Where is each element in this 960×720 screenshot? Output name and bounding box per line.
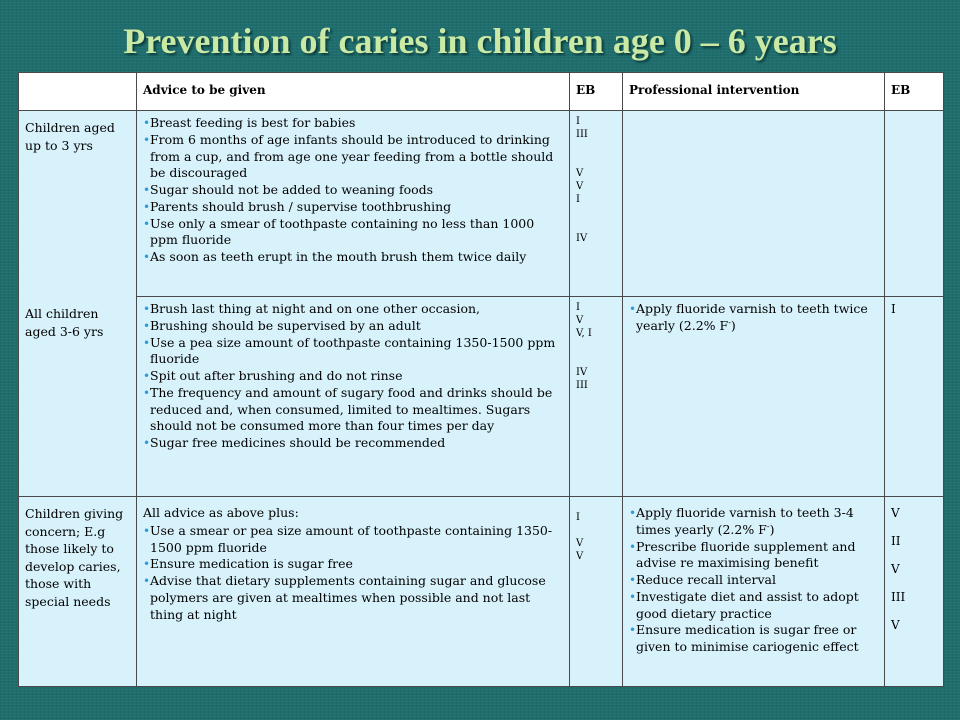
eb-level [576,219,616,232]
list-item: • From 6 months of age infants should be introduced to drinking from a cup, and from age one year feeding from a bottle should be discouraged [143,132,563,182]
eb-level: V [576,315,584,326]
advice-lead: All advice as above plus: [143,505,299,520]
age-group-cell [19,497,137,687]
list-item: • Use a smear or pea size amount of toothpaste containing 1350-1500 ppm fluoride [143,523,563,557]
eb-level: IV [576,233,588,244]
list-item: • Parents should brush / supervise toothbrushing [143,199,563,216]
eb-level: V [576,168,584,179]
advice-cell [137,111,570,297]
eb-level: V [576,551,584,562]
eb-professional-cell [885,297,944,497]
professional-cell [623,497,885,687]
eb-cell [570,297,623,497]
eb-level: V, I [576,328,592,339]
list-item: • Sugar free medicines should be recommended [143,435,563,452]
professional-cell [623,111,885,297]
eb-level: V [891,618,900,632]
eb-level: III [576,129,588,140]
list-item: • Brush last thing at night and on one other occasion, [143,301,563,318]
eb-level [576,206,616,219]
eb-level: III [576,380,588,391]
list-item: • The frequency and amount of sugary food and drinks should be reduced and, when consumed, limited to mealtimes. Sugars should not be consumed more than four times per day [143,385,563,435]
slide-title: Prevention of caries in children age 0 – 6 years [123,21,837,61]
list-item: • As soon as teeth erupt in the mouth brush them twice daily [143,249,563,266]
list-item: • Investigate diet and assist to adopt good dietary practice [629,589,878,623]
caries-prevention-table [18,72,944,687]
list-item: • Reduce recall interval [629,572,878,589]
professional-text-close: ) [730,317,736,333]
eb-level: III [891,590,906,604]
list-item: • Use only a smear of toothpaste containing no less than 1000 ppm fluoride [143,216,563,250]
eb-level [576,154,616,167]
eb-level: V [576,538,584,549]
header-advice: Advice to be given [137,73,570,111]
table-row [19,497,944,687]
eb-level: I [576,194,580,205]
header-eb-advice: EB [570,73,623,111]
list-item: • Sugar should not be added to weaning foods [143,182,563,199]
eb-professional-cell [885,497,944,687]
advice-cell [137,297,570,497]
eb-level [576,524,616,537]
eb-level: V [891,562,900,576]
professional-cell [623,297,885,497]
age-group-cell [19,111,137,497]
age-group-label: Children aged up to 3 yrs [25,120,115,153]
advice-cell [137,497,570,687]
superscript: - [728,317,731,327]
eb-level: I [576,302,580,313]
list-item [629,505,878,539]
professional-text-close: ) [769,521,775,537]
eb-level: I [576,116,580,127]
header-group [19,73,137,111]
table-row [19,297,944,497]
eb-level: V [891,506,900,520]
list-item: • Breast feeding is best for babies [143,115,563,132]
eb-cell [570,111,623,297]
list-item: • Brushing should be supervised by an adult [143,318,563,335]
list-item: • Spit out after brushing and do not rinse [143,368,563,385]
eb-professional-cell [885,111,944,297]
professional-text: Apply fluoride varnish to teeth twice yearly (2.2% F [636,301,868,333]
table-row [19,111,944,297]
age-group-label: Children giving concern; E.g those likely to develop caries, those with special needs [25,506,124,609]
eb-level: I [576,512,580,523]
eb-cell [570,497,623,687]
professional-text: Apply fluoride varnish to teeth 3-4 times yearly (2.2% F [636,505,854,537]
eb-level [576,340,616,353]
list-item: • Ensure medication is sugar free [143,556,563,573]
age-group-label: All children aged 3-6 yrs [25,306,104,339]
list-item: • Ensure medication is sugar free or given to minimise cariogenic effect [629,622,878,656]
eb-level: V [576,181,584,192]
eb-level: II [891,534,901,548]
list-item [629,301,878,335]
eb-level [576,141,616,154]
eb-level: I [891,302,896,316]
eb-level [576,353,616,366]
list-item: • Use a pea size amount of toothpaste containing 1350-1500 ppm fluoride [143,335,563,369]
list-item: • Advise that dietary supplements containing sugar and glucose polymers are given at mealtimes when possible and not last thing at night [143,573,563,623]
header-eb-professional: EB [885,73,944,111]
superscript: - [766,521,770,531]
eb-level: IV [576,367,588,378]
list-item: • Prescribe fluoride supplement and advise re maximising benefit [629,539,878,573]
header-professional: Professional intervention [623,73,885,111]
header-row [19,73,944,111]
